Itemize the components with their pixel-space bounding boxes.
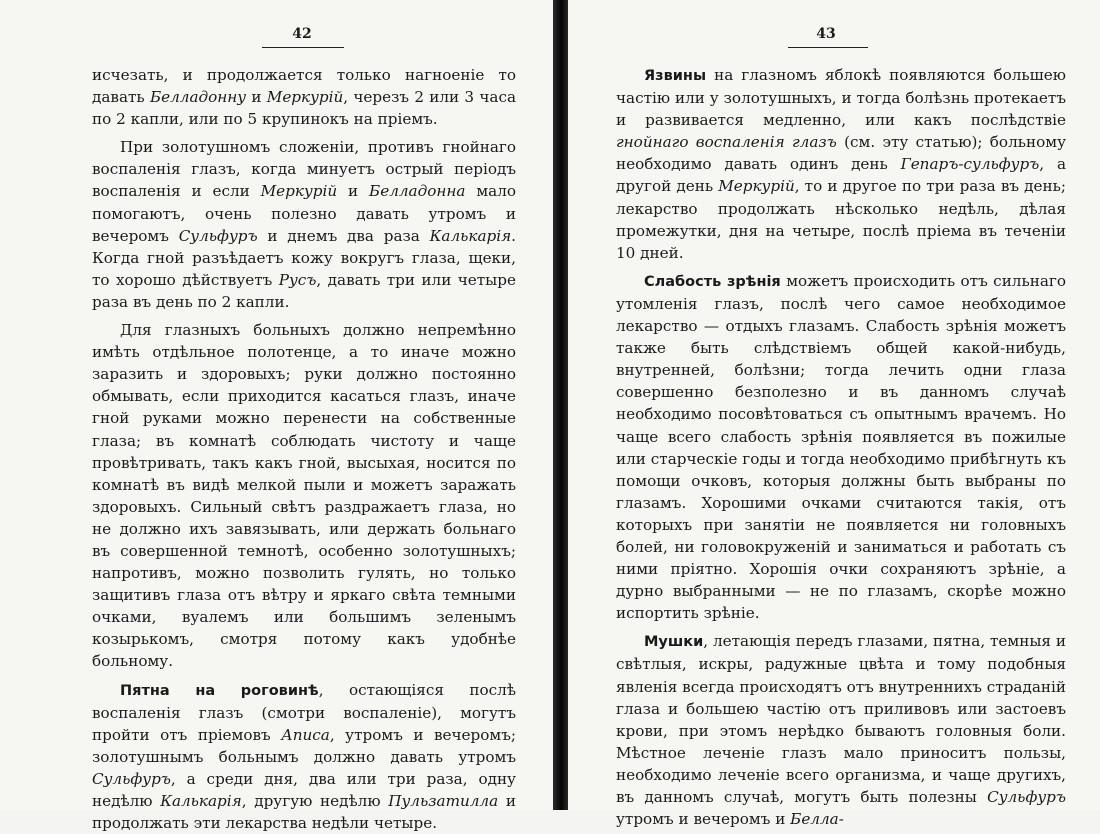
text-run: и продолжать эти лекарства недѣли четыре.: [92, 792, 516, 833]
paragraph: [616, 270, 1066, 625]
text-run: мало помогаютъ, очень полезно давать утромъ и вечеромъ: [92, 182, 516, 245]
header-rule: [788, 47, 868, 48]
text-run: , давать три или четыре раза въ день по 2 капли.: [92, 270, 516, 311]
remedy-name: Аписа: [281, 725, 330, 744]
section-heading: Мушки: [644, 634, 704, 651]
text-run: , а среди дня, два или три раза, одну недѣлю: [92, 769, 516, 810]
text-run: , утромъ и вечеромъ; золотушнымъ больнымъ должно давать утромъ: [92, 725, 516, 766]
text-run: , летающія передъ глазами, пятна, темныя и свѣтлыя, искры, радужные цвѣта и тому подобныя явленія всегда происходятъ отъ внутреннихъ страданій глаза и большею частію отъ приливовъ или застоевъ крови, при этомъ нерѣдко бываютъ головныя боли. Мѣстное леченіе глазъ мало приноситъ пользы, необходимо леченіе всего организма, и чаще другихъ, въ данномъ случаѣ, могутъ быть полезны: [616, 632, 1066, 806]
remedy-name: Сульфуръ: [92, 769, 171, 788]
remedy-name: гнойнаго воспаленія глазъ: [616, 133, 837, 152]
remedy-name: Меркурій: [260, 182, 338, 201]
book-gutter: [553, 0, 568, 810]
remedy-name: Калькарія: [429, 226, 512, 245]
text-run: Для глазныхъ больныхъ должно непремѣнно имѣть отдѣльное полотенце, а то иначе можно заразить и здоровыхъ; руки должно постоянно обмывать, если приходится касаться глазъ, иначе гной руками можно перенести на собственные глаза; въ комнатѣ соблюдать чистоту и чаще провѣтривать, такъ какъ гной, высыхая, носится по комнатѣ въ видѣ мелкой пыли и можетъ заражать здоровыхъ. Сильный свѣтъ раздражаетъ глаза, но не должно ихъ завязывать, или держать больнаго въ совершенной темнотѣ, особенно золотушныхъ; напротивъ, можно позволить гулять, но только защитивъ глаза отъ вѣтру и яркаго свѣта темными очками, вуалемъ или большимъ зеленымъ козырькомъ, смотря потому какъ удобнѣе больному.: [92, 321, 516, 671]
text-run: , то и другое по три раза въ день; лекарство продолжать нѣсколько недѣль, дѣлая промежутки, дня на четыре, послѣ пріема въ теченіи 10 дней.: [616, 177, 1067, 262]
text-run: и днемъ два раза: [257, 226, 430, 245]
header-rule: [262, 47, 344, 48]
text-run: , а другой день: [616, 155, 1066, 196]
text-run: и: [246, 88, 267, 107]
remedy-name: Меркурій: [266, 88, 344, 107]
remedy-name: Меркурій: [718, 177, 795, 196]
remedy-name: Пульзатилла: [388, 792, 499, 810]
paragraph: [616, 64, 1066, 264]
text-run: . Когда гной разъѣдаетъ кожу вокругъ глаза, щеки, то хорошо дѣйствуетъ: [92, 226, 516, 289]
paragraph: [92, 64, 516, 130]
page-number: 43: [816, 26, 836, 42]
paragraph: [92, 319, 516, 673]
text-run: При золотушномъ сложеніи, противъ гнойнаго воспаленія глазъ, когда минуетъ острый періодъ воспаленія и если: [92, 138, 516, 201]
text-run: исчезать, и продолжается только нагноеніе то давать: [92, 66, 516, 107]
section-heading: Язвины: [644, 68, 707, 84]
remedy-name: Калькарія: [160, 792, 242, 810]
page-number: 42: [292, 26, 312, 42]
section-heading: Пятна на роговинѣ: [120, 682, 319, 699]
paragraph: [92, 136, 516, 313]
text-run: , другую недѣлю: [241, 792, 389, 810]
text-run: , остающіяся послѣ воспаленія глазъ (смотри воспаленіе), могутъ пройти отъ пріемовъ: [92, 680, 516, 744]
page-text: [92, 64, 516, 834]
remedy-name: Белладонна: [369, 182, 466, 201]
remedy-name: Гепаръ-сульфуръ: [900, 155, 1040, 174]
text-run: , черезъ 2 или 3 часа по 2 капли, или по 5 крупинокъ на пріемъ.: [92, 88, 517, 129]
remedy-name: Русъ: [278, 270, 317, 289]
remedy-name: Сульфуръ: [178, 226, 258, 245]
section-heading: Слабость зрѣнія: [644, 273, 781, 290]
remedy-name: Белладонну: [149, 88, 247, 107]
page-text: [616, 64, 1066, 830]
paragraph: [92, 679, 516, 834]
remedy-name: Сульфуръ: [987, 788, 1066, 806]
remedy-name: Белла-: [790, 810, 844, 829]
paragraph: [616, 630, 1066, 830]
text-run: (см. эту статью); больному необходимо давать одинъ день: [616, 133, 1066, 174]
text-run: на глазномъ яблокѣ появляются большею частію или у золотушныхъ, и тогда болѣзнь протекаетъ и развивается медленно, или какъ послѣдствіе: [616, 66, 1066, 130]
text-run: можетъ происходить отъ сильнаго утомленія глазъ, послѣ чего самое необходимое лекарство — отдыхъ глазамъ. Слабость зрѣнія можетъ также быть слѣдствіемъ общей какой-нибудь, внутренней, болѣзни; тогда лечить одни глаза совершенно безполезно и въ данномъ случаѣ необходимо посовѣтоваться съ опытнымъ врачемъ. Но чаще всего слабость зрѣнія появляется въ пожилые или старческіе годы и тогда необходимо прибѣгнуть къ помощи очковъ, которыя должны быть выбраны по глазамъ. Хорошими очками считаются такія, отъ которыхъ при занятіи не появляется ни головныхъ болей, ни головокруженій и заниматься и работать съ ними пріятно. Хорошія очки сохраняютъ зрѣніе, а дурно выбранными — не по глазамъ, скорѣе можно испортить зрѣніе.: [616, 271, 1067, 623]
text-run: утромъ и вечеромъ и: [616, 810, 791, 829]
text-run: и: [337, 182, 370, 201]
right-page: [568, 0, 1100, 829]
